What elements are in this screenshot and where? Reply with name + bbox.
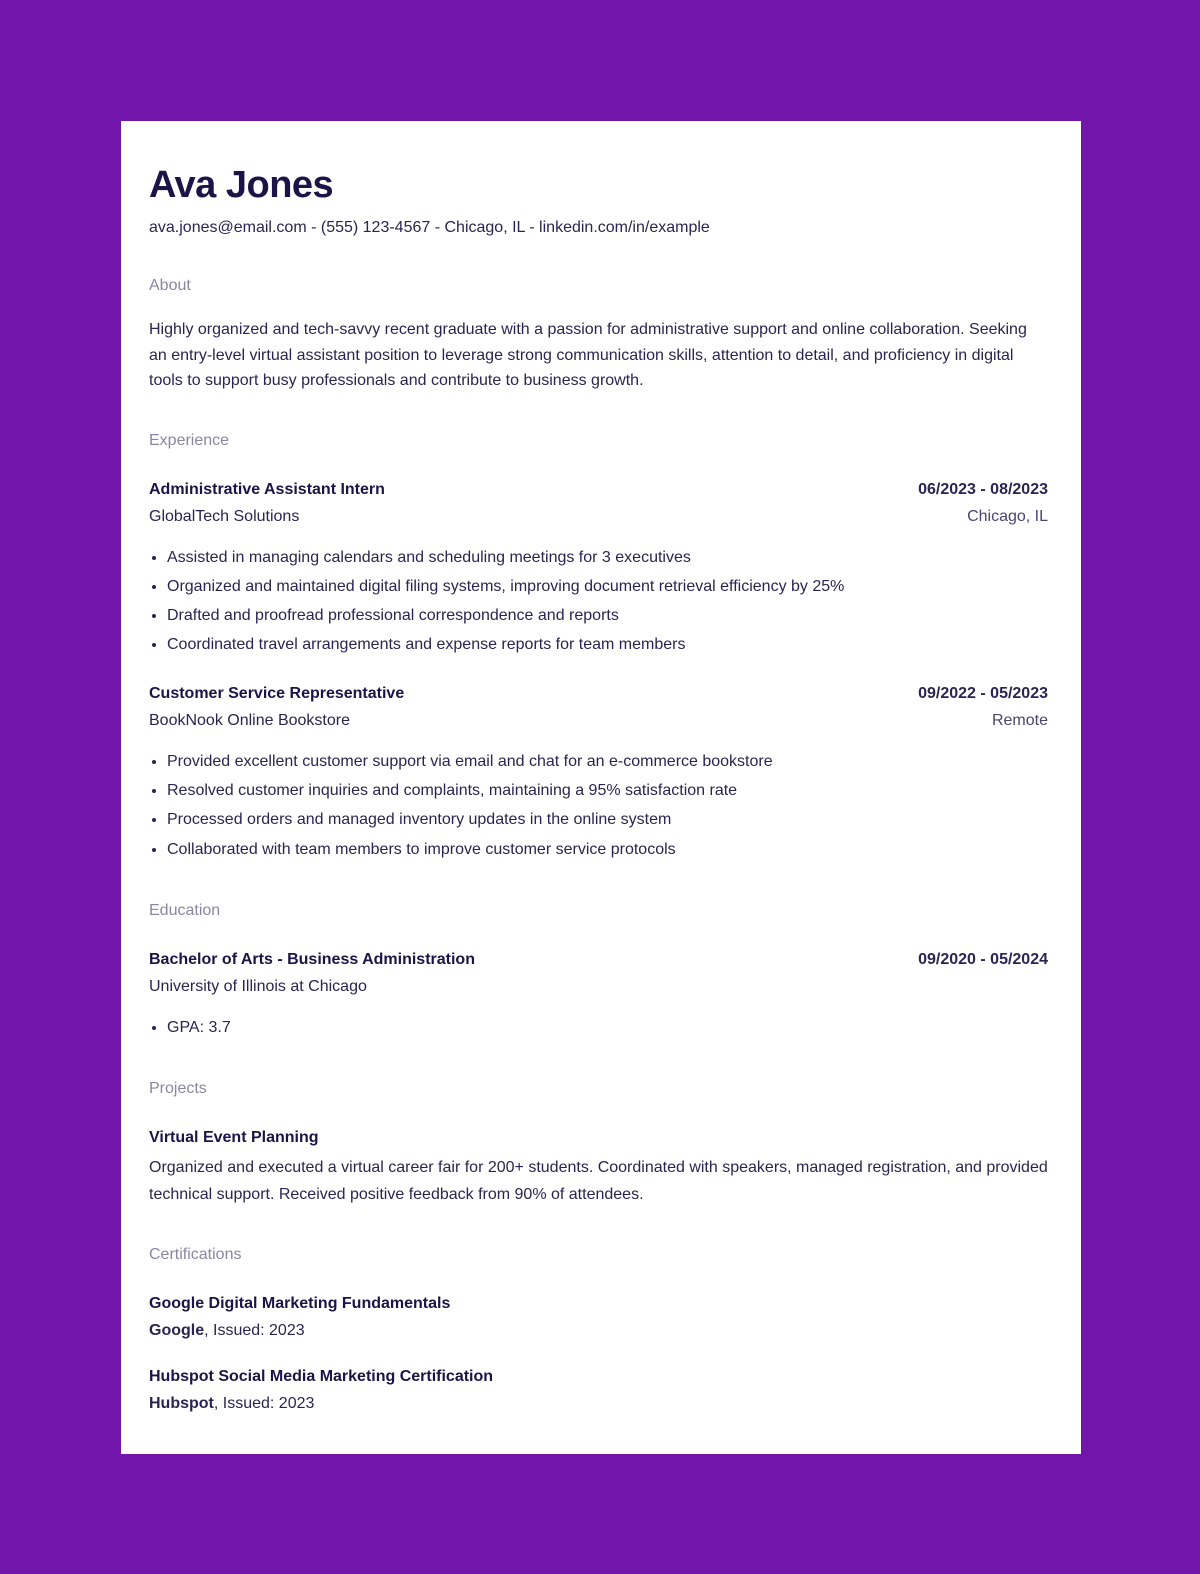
job-dates: 06/2023 - 08/2023 xyxy=(918,480,1048,498)
certification-title: Hubspot Social Media Marketing Certification xyxy=(149,1368,494,1386)
bullet-item: • Collaborated with team members to improve customer service protocols xyxy=(167,835,1048,864)
section-label-experience: Experience xyxy=(149,431,230,449)
contact-line: ava.jones@email.com - (555) 123-4567 - Chicago, IL - linkedin.com/in/example xyxy=(149,219,710,236)
job-location: Remote xyxy=(991,711,1048,729)
certification-issuer-line xyxy=(149,1319,1048,1343)
certification-entry xyxy=(149,1292,1048,1343)
certification-issued: , Issued: 2023 xyxy=(204,1322,305,1340)
project-entry xyxy=(149,1126,1048,1208)
resume-page xyxy=(121,121,1081,1454)
education-dates: 09/2020 - 05/2024 xyxy=(918,950,1048,968)
bullet-item: • Resolved customer inquiries and complaints, maintaining a 95% satisfaction rate xyxy=(167,776,1048,805)
certification-issuer: Google xyxy=(149,1322,205,1340)
certification-issuer: Hubspot xyxy=(149,1395,214,1413)
bullet-item: • Organized and maintained digital filing systems, improving document retrieval efficiency by 25% xyxy=(167,572,1048,601)
job-bullets xyxy=(149,543,1048,660)
degree-title: Bachelor of Arts - Business Administration xyxy=(149,950,475,968)
candidate-name: Ava Jones xyxy=(149,164,334,206)
bullet-item: • Coordinated travel arrangements and expense reports for team members xyxy=(167,630,1048,659)
certification-entry xyxy=(149,1365,1048,1416)
experience-entry xyxy=(149,478,1048,660)
education-bullets xyxy=(149,1013,1048,1042)
school-name: University of Illinois at Chicago xyxy=(149,977,367,995)
project-title: Virtual Event Planning xyxy=(149,1129,319,1147)
job-title: Customer Service Representative xyxy=(149,684,405,702)
about-text: Highly organized and tech-savvy recent graduate with a passion for administrative support and online collaboration. Seeking an entry-level virtual assistant position to leverage strong communication skills, attention to detail, and proficiency in digital tools to support busy professionals and contribute to business growth. xyxy=(149,321,1027,389)
job-title: Administrative Assistant Intern xyxy=(149,480,385,498)
job-bullets xyxy=(149,747,1048,864)
section-label-about: About xyxy=(149,277,191,294)
education-entry xyxy=(149,948,1048,1042)
project-description: Organized and executed a virtual career fair for 200+ students. Coordinated with speakers, managed registration, and provided technical support. Received positive feedback from 90% of attendees. xyxy=(149,1159,1048,1203)
bullet-item: • Assisted in managing calendars and scheduling meetings for 3 executives xyxy=(167,543,1048,572)
certification-issuer-line xyxy=(149,1392,1048,1416)
job-dates: 09/2022 - 05/2023 xyxy=(918,684,1048,702)
company-name: GlobalTech Solutions xyxy=(149,507,300,525)
bullet-item: • Provided excellent customer support via email and chat for an e-commerce bookstore xyxy=(167,747,1048,776)
section-label-education: Education xyxy=(149,901,221,919)
experience-entry xyxy=(149,682,1048,864)
bullet-item: • Drafted and proofread professional correspondence and reports xyxy=(167,601,1048,630)
bullet-item: • GPA: 3.7 xyxy=(167,1013,1048,1042)
job-location: Chicago, IL xyxy=(967,507,1048,525)
section-label-projects: Projects xyxy=(149,1080,207,1098)
bullet-item: • Processed orders and managed inventory updates in the online system xyxy=(167,805,1048,834)
section-label-certifications: Certifications xyxy=(149,1246,242,1264)
certification-issued: , Issued: 2023 xyxy=(213,1395,315,1413)
certification-title: Google Digital Marketing Fundamentals xyxy=(149,1295,451,1313)
company-name: BookNook Online Bookstore xyxy=(149,711,350,729)
